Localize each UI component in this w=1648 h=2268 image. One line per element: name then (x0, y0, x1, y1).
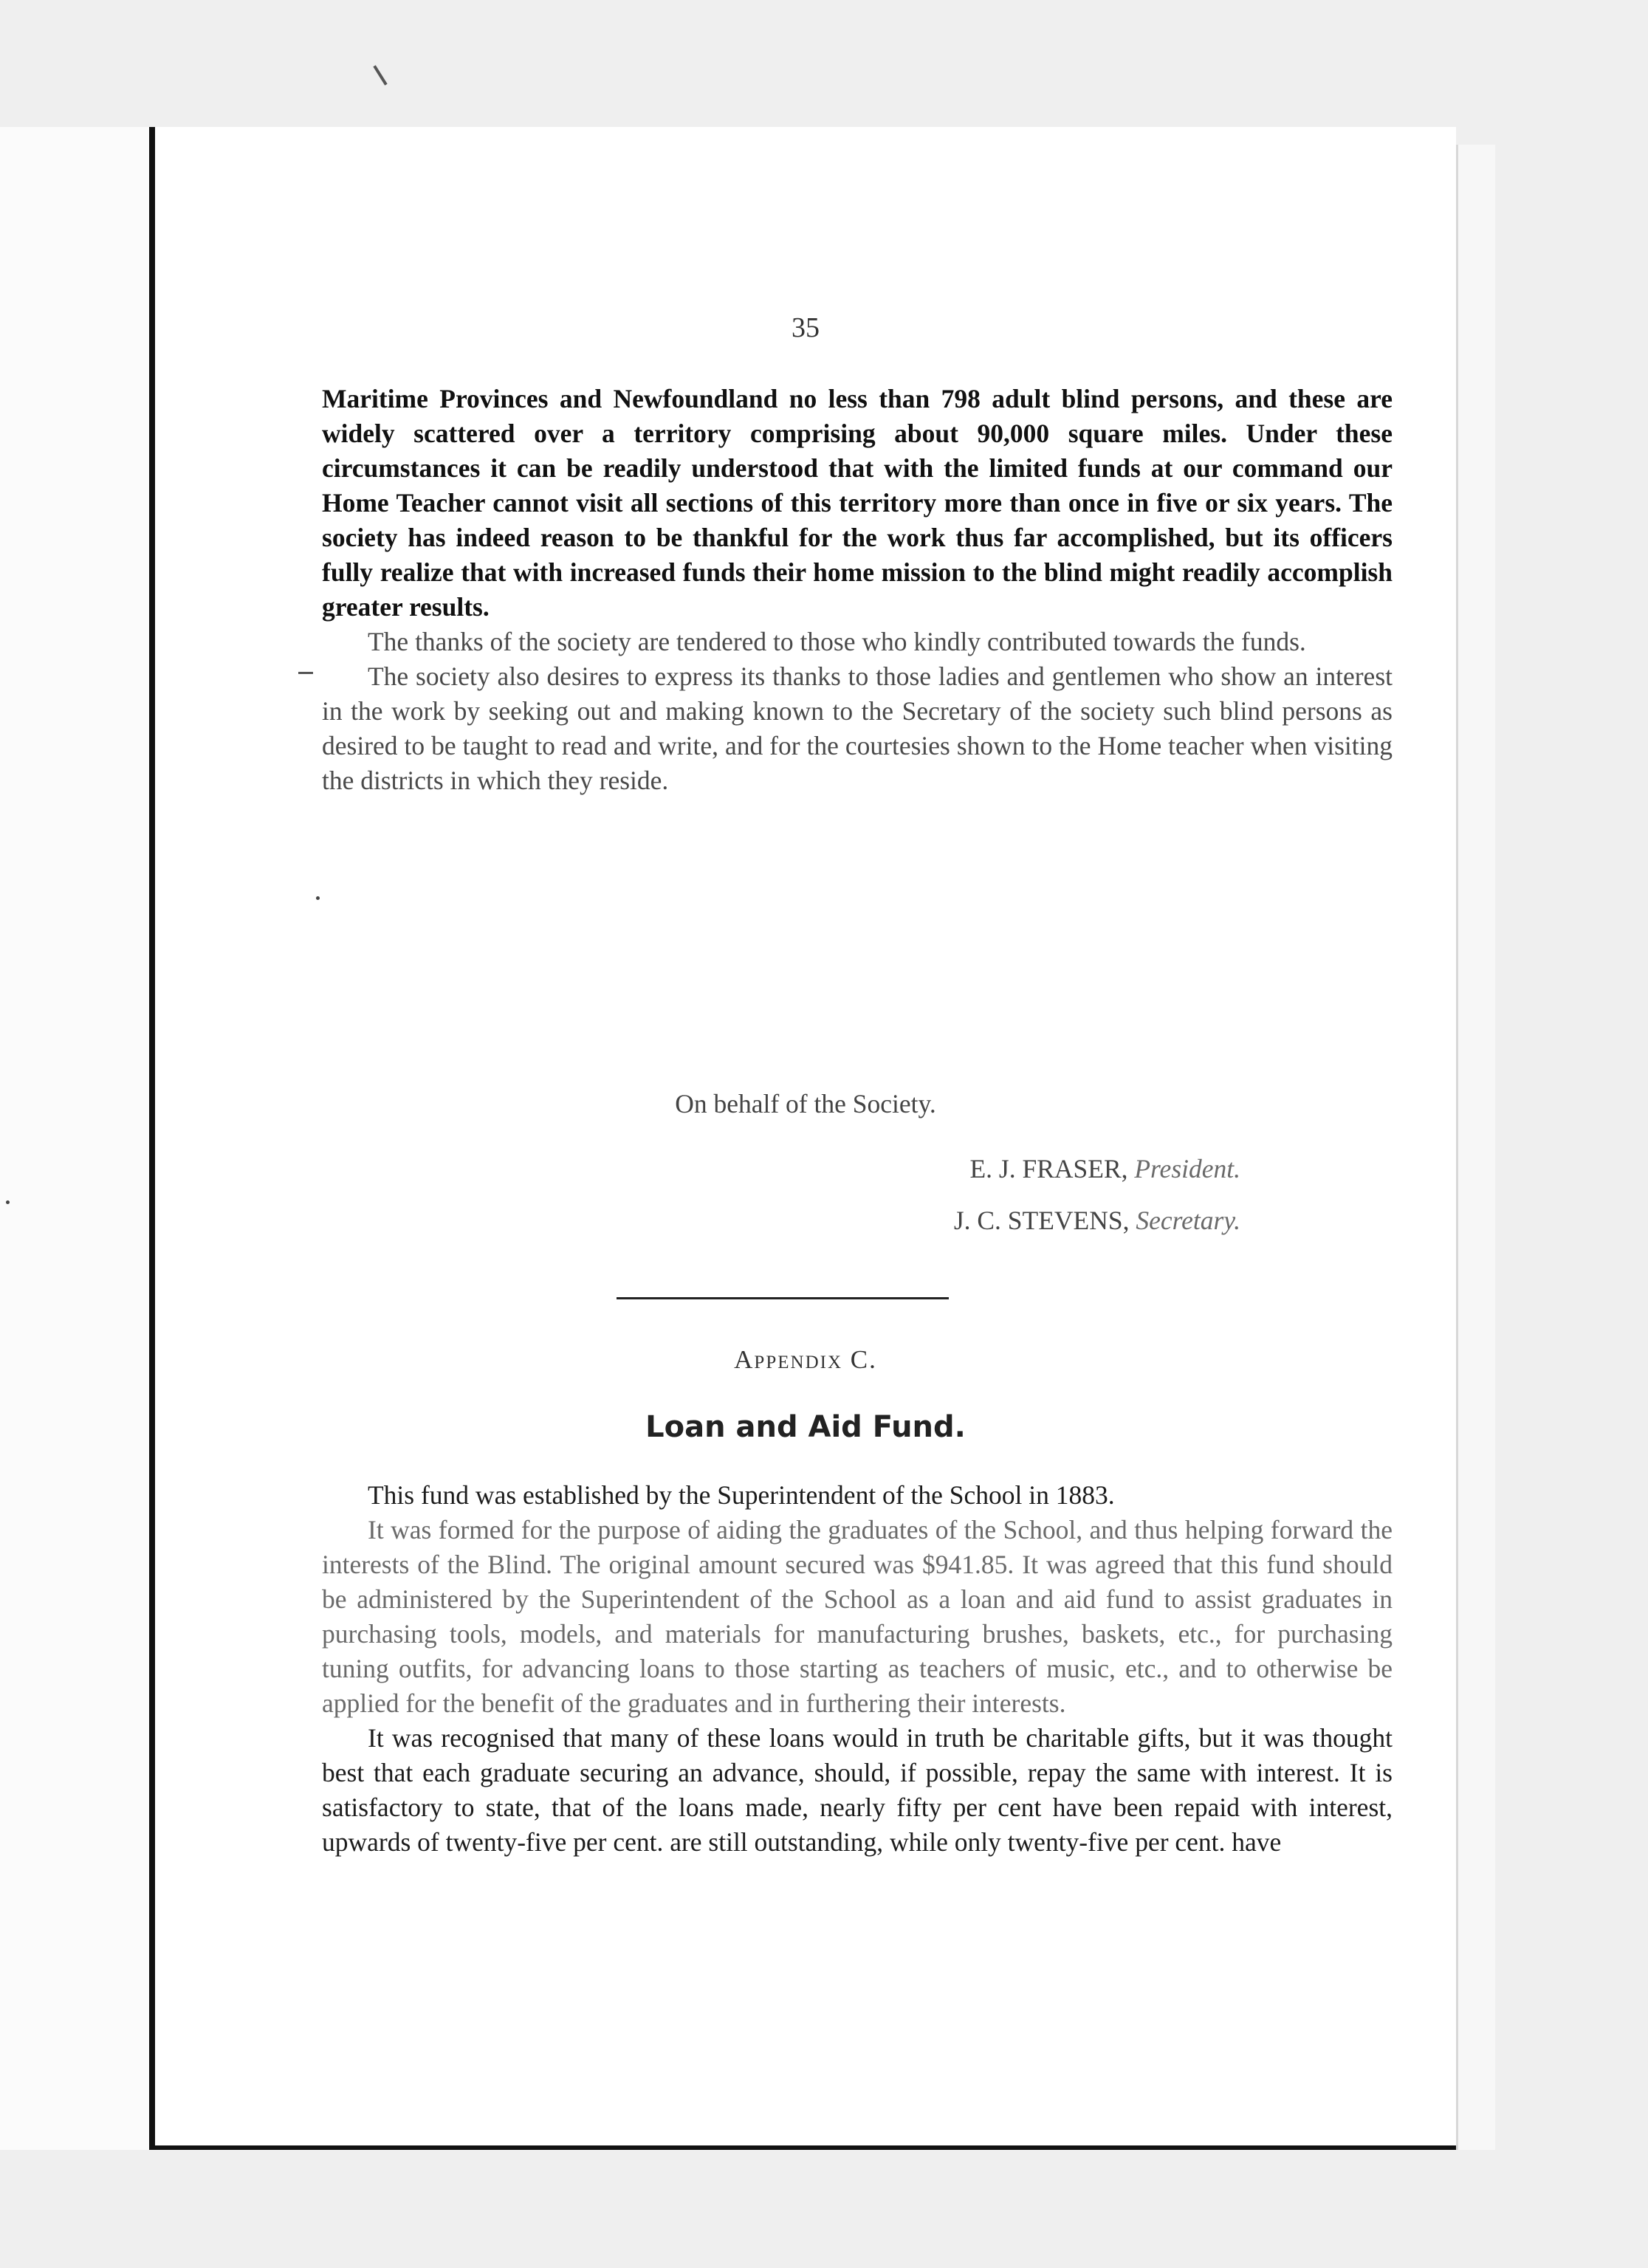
letter-paragraph: The thanks of the society are tendered to those who kindly contributed towards the funds. (368, 627, 1306, 656)
book-page (152, 127, 1456, 2150)
signature-secretary (954, 1205, 1240, 1236)
appendix-paragraph: It was recognised that many of these loans would in truth be charitable gifts, but it was thought best that each graduate securing an advance, should, if possible, repay the same with interest. It is satisfactory to state, that of the loans made, nearly fifty per cent have been repaid with interest, upwards of twenty-five per cent. are still outstanding, while only twenty-five per cent. have (322, 1723, 1393, 1857)
appendix-body (322, 1478, 1393, 1860)
page-number: 35 (792, 312, 820, 343)
margin-mark (6, 1200, 10, 1204)
appendix-paragraph: It was formed for the purpose of aiding the graduates of the School, and thus helping forward the interests of the Blind. The original amount secured was $941.85. It was agreed that this fund should be administered by the Superintendent of the School as a loan and aid fund to assist graduates in purchasing tools, models, and materials for manufacturing brushes, baskets, etc., for purchasing tuning outfits, for advancing loans to those starting as teachers of music, etc., and to otherwise be applied for the benefit of the graduates and in furthering their interests. (322, 1515, 1393, 1718)
left-page-edge (0, 127, 152, 2150)
section-divider (617, 1297, 949, 1299)
appendix-label: Appendix C. (734, 1345, 877, 1374)
signatory-role: President. (1134, 1154, 1240, 1183)
closing-line: On behalf of the Society. (675, 1089, 936, 1118)
letter-body (322, 382, 1393, 798)
scan-mark (373, 65, 387, 86)
page-stack-edge (1456, 145, 1495, 2150)
letter-paragraph: Maritime Provinces and Newfoundland no less than 798 adult blind persons, and these are widely scattered over a territory comprising about 90,000 square miles. Under these circumstances it can be readily understood that with the limited funds at our command our Home Teacher cannot visit all sections of this territory more than once in five or six years. The society has indeed reason to be thankful for the work thus far accomplished, but its officers fully realize that with increased funds their home mission to the blind might readily accomplish greater results. (322, 384, 1393, 622)
margin-mark (316, 896, 320, 900)
signatory-name: J. C. STEVENS, (953, 1206, 1130, 1235)
section-heading: Loan and Aid Fund. (645, 1410, 966, 1444)
margin-mark (298, 672, 313, 674)
letter-paragraph: The society also desires to express its thanks to those ladies and gentlemen who show an interest in the work by seeking out and making known to the Secretary of the society such blind persons as desired to be taught to read and write, and for the courtesies shown to the Home teacher when visiting the districts in which they reside. (322, 662, 1393, 795)
appendix-paragraph: This fund was established by the Superintendent of the School in 1883. (368, 1480, 1115, 1510)
signature-president (969, 1153, 1240, 1184)
signatory-name: E. J. FRASER, (969, 1154, 1128, 1183)
signatory-role: Secretary. (1136, 1206, 1240, 1235)
